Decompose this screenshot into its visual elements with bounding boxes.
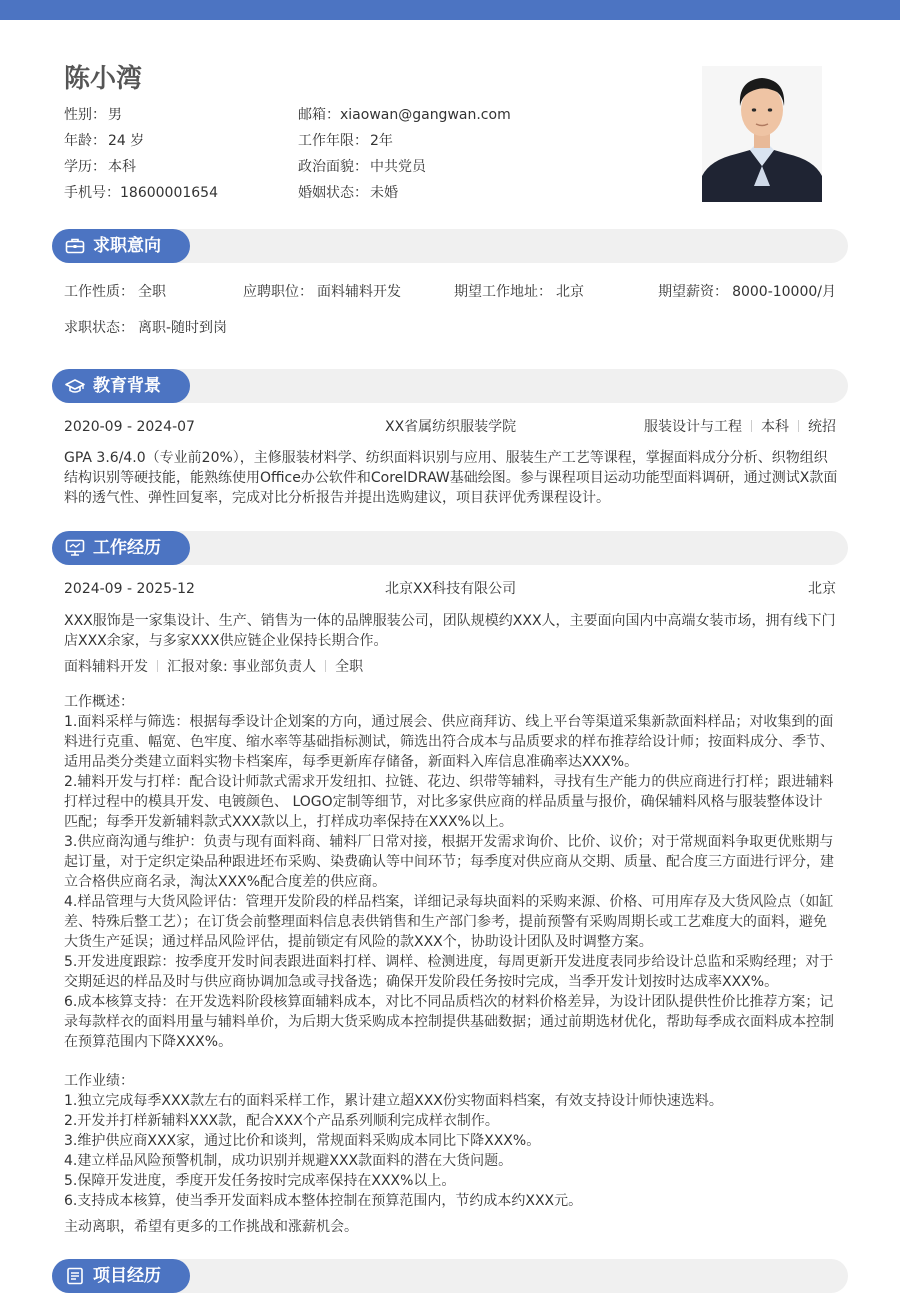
info-education: 学历： 本科 — [64, 159, 136, 175]
work-leave-reason: 主动离职，希望有更多的工作挑战和涨薪机会。 — [64, 1219, 358, 1235]
work-achievements: 工作业绩： 1.独立完成每季XXX款左右的面料采样工作，累计建立超XXX份实物面料档案，有效支持设计师快速选料。 2.开发并打样新辅料XXX款，配合XXX个产品系列顺利完成样衣制作。 3.维护供应商XXX家，通过比价和谈判，常规面料采购成本同比下降XXX%。 4.建立样品风险预警机制，成功识别并规避XXX款面料的潜在大货问题。 5.保障开发进度，季度开发任务按时完成率保持在XXX%以上。 6.支持成本核算，使当季开发面料成本整体控制在预算范围内，节约成本约XXX元。 — [64, 1071, 836, 1211]
info-email: 邮箱：xiaowan@gangwan.com — [298, 107, 511, 123]
work-report-to: 汇报对象: 事业部负责人 — [167, 659, 317, 675]
section-project-header — [52, 1259, 190, 1293]
divider — [325, 660, 326, 672]
education-enroll-type: 统招 — [808, 419, 836, 435]
info-work-years: 工作年限： 2年 — [298, 133, 393, 149]
work-overview: 工作概述： 1.面料采样与筛选：根据每季设计企划案的方向，通过展会、供应商拜访、线上平台等渠道采集新款面料样品；对收集到的面 料进行克重、幅宽、色牢度、缩水率等基础指标测试，筛选出符合成本与品质要求的样布推荐给设计师；按面料成分、季节、 适用品类分类建立面料实物卡档案库，每季更新库存储备，新面料入库信息准确率达XXX%。 2.辅料开发与打样：配合设计师款式需求开发纽扣、拉链、花边、织带等辅料，寻找有生产能力的供应商进行打样；跟进辅料 打样过程中的模具开发、电镀颜色、 LOGO定制等细节，对比多家供应商的样品质量与报价，确保辅料风格与服装整体设计 匹配；每季开发新辅料款式XXX款以上，打样成功率保持在XXX%以上。 3.供应商沟通与维护：负责与现有面料商、辅料厂日常对接，根据开发需求询价、比价、议价；对于常规面料争取更优账期与 起订量，对于定织定染品种跟进坯布采购、染费确认等中间环节；每季度对供应商从交期、质量、配合度三方面进行评分，建 立合格供应商名录，淘汰XXX%配合度差的供应商。 4.样品管理与大货风险评估：管理开发阶段的样品档案，详细记录每块面料的采购来源、价格、可用库存及大货风险点（如缸 差、特殊后整工艺）；在订货会前整理面料信息表供销售和生产部门参考，提前预警有采购周期长或工艺难度大的面料，避免 大货生产延误；通过样品风险评估，提前锁定有风险的款XXX个，协助设计团队及时调整方案。 5.开发进度跟踪：按季度开发时间表跟进面料打样、调样、检测进度，每周更新开发进度表同步给设计总监和采购经理；对于 交期延迟的样品及时与供应商协调加急或寻找备选；确保开发阶段任务按时完成，当季开发计划按时达成率XXX%。 6.成本核算支持：在开发选料阶段核算面辅料成本，对比不同品质档次的材料价格差异，为设计团队提供性价比推荐方案；记 录每款样衣的面料用量与辅料单价，为后期大货采购成本控制提供基础数据；通过前期选材优化，帮助每季成衣面料成本控制 在预算范围内下降XXX%。 — [64, 694, 834, 1050]
work-city: 北京 — [808, 581, 836, 597]
education-major: 服装设计与工程 — [644, 419, 742, 435]
section-education-header — [52, 369, 190, 403]
work-employment-type: 全职 — [335, 659, 364, 675]
document-icon — [65, 1267, 85, 1285]
work-role-row — [64, 657, 836, 677]
intent-position: 应聘职位： 面料辅料开发 — [243, 284, 401, 300]
info-marital-status: 婚姻状态： 未婚 — [298, 185, 398, 201]
info-gender: 性别： 男 — [64, 107, 122, 123]
top-accent-bar — [0, 0, 900, 20]
education-school: XX省属纺织服装学院 — [385, 419, 517, 435]
education-description: GPA 3.6/4.0（专业前20%），主修服装材料学、纺织面料识别与应用、服装生产工艺等课程，掌握面料成分分析、织物组织 结构识别等硬技能，能熟练使用Office办公软件和CorelDRAW基础绘图。参与课程项目运动功能型面料调研，通过测试X款面 料的透气性、弹性回复率，完成对比分析报告并提出选购建议，项目获评优秀课程设计。 — [64, 450, 838, 506]
intent-location: 期望工作地址： 北京 — [454, 284, 584, 300]
section-education-title: 教育背景 — [93, 376, 161, 396]
intent-job-type: 工作性质： 全职 — [64, 284, 166, 300]
work-company-intro: XXX服饰是一家集设计、生产、销售为一体的品牌服装公司，团队规模约XXX人，主要面向国内中高端女装市场，拥有线下门 店XXX余家，与多家XXX供应链企业保持长期合作。 — [64, 613, 836, 649]
info-age: 年龄： 24 岁 — [64, 133, 145, 149]
work-header-row — [64, 579, 836, 599]
intent-row-2 — [64, 318, 836, 338]
graduation-cap-icon — [65, 377, 85, 395]
section-intent-header — [52, 229, 190, 263]
work-role: 面料辅料开发 — [64, 659, 148, 675]
intent-row-1 — [64, 282, 836, 302]
work-achievements-title: 工作业绩： — [64, 1073, 134, 1089]
intent-salary: 期望薪资： 8000-10000/月 — [658, 284, 836, 300]
education-degree: 本科 — [761, 419, 789, 435]
section-work-header — [52, 531, 190, 565]
divider — [751, 420, 752, 432]
info-phone: 手机号：18600001654 — [64, 185, 218, 201]
work-company: 北京XX科技有限公司 — [385, 581, 517, 597]
intent-status: 求职状态： 离职-随时到岗 — [64, 320, 228, 336]
candidate-name: 陈小湾 — [64, 64, 143, 94]
section-intent-title: 求职意向 — [93, 236, 161, 256]
work-overview-title: 工作概述： — [64, 694, 134, 710]
monitor-icon — [65, 539, 85, 557]
work-period: 2024-09 - 2025-12 — [64, 581, 195, 597]
info-political-status: 政治面貌： 中共党员 — [298, 159, 426, 175]
divider — [798, 420, 799, 432]
education-period: 2020-09 - 2024-07 — [64, 419, 195, 435]
briefcase-icon — [65, 237, 85, 255]
education-header-row — [64, 417, 836, 437]
profile-photo — [702, 66, 822, 202]
person-portrait-icon — [702, 66, 822, 202]
section-work-title: 工作经历 — [93, 538, 161, 558]
divider — [157, 660, 158, 672]
education-details — [644, 417, 836, 437]
section-project-title: 项目经历 — [93, 1266, 161, 1286]
